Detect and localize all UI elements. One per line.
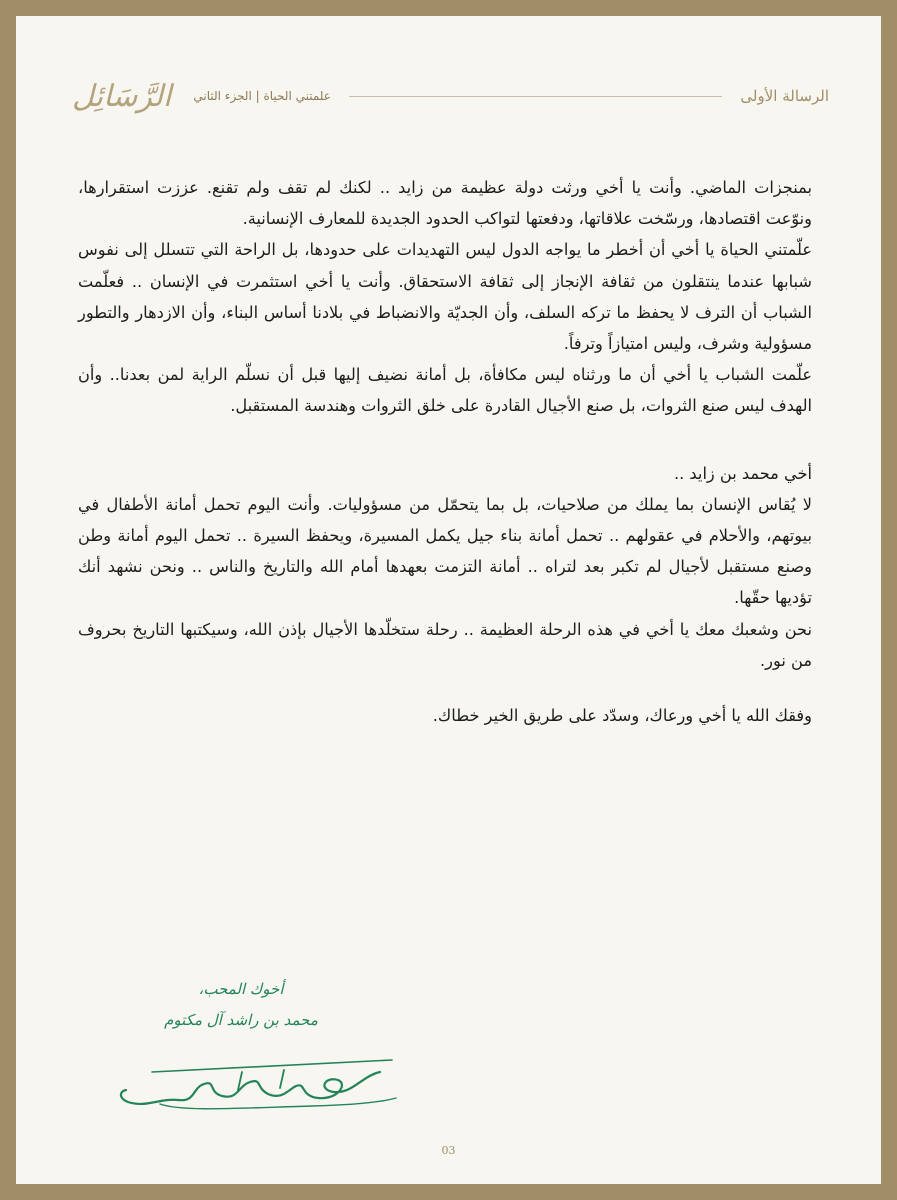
paragraph-5: نحن وشعبك معك يا أخي في هذه الرحلة العظيمة .. رحلة ستخلّدها الأجيال بإذن الله، وسيكتبها التاريخ بحروف من نور. — [78, 619, 812, 670]
paragraph-3: علّمت الشباب يا أخي أن ما ورثناه ليس مكافأة، بل أمانة نضيف إليها قبل أن نسلّم الراية لمن بعدنا.. وأن الهدف ليس صنع الثروات، بل صنع الأجيال القادرة على خلق الثروات وهندسة المستقبل. — [78, 365, 812, 416]
handwritten-signature — [112, 1042, 402, 1122]
paragraph-1: بمنجزات الماضي. وأنت يا أخي ورثت دولة عظيمة من زايد .. لكنك لم تقف ولم تقنع. عززت استقرارها، ونوّعت اقتصادها، ورسّخت علاقاتها، ودفعتها لتواكب الحدود الجديدة للمعارف الإنسانية. — [78, 178, 812, 229]
book-logo: الرَّسَائِل — [72, 78, 172, 114]
page-header — [72, 68, 829, 124]
closing-block — [141, 974, 341, 1036]
paragraph-4: لا يُقاس الإنسان بما يملك من صلاحيات، بل بما يتحمّل من مسؤوليات. وأنت اليوم تحمل أمانة الأطفال في بيوتهم، والأحلام في عقولهم .. تحمل أمانة بناء جيل يكمل المسيرة، ويحفظ السيرة .. تحمل اليوم أمانة وطن وصنع مستقبل لأجيال لم تكبر بعد لتراه .. أمانة التزمت بعهدها أمام الله والتاريخ والناس .. ونحن نشهد أنك تؤديها حقّها. — [78, 494, 812, 608]
page-number: 03 — [441, 1144, 456, 1157]
blessing-line: وفقك الله يا أخي ورعاك، وسدّد على طريق الخير خطاك. — [432, 706, 812, 726]
letter-body — [78, 172, 812, 731]
spacer — [78, 422, 812, 458]
letter-page — [16, 16, 881, 1184]
header-rule — [349, 96, 723, 97]
spacer — [78, 676, 812, 700]
paragraph-2: علّمتني الحياة يا أخي أن أخطر ما يواجه الدول ليس التهديدات على حدودها، بل الراحة التي تتسلل إلى نفوس شبابها عندما ينتقلون من ثقافة الإنجاز إلى ثقافة الاستحقاق. وأنت يا أخي استثمرت في الإنسان .. فعلّمت الشباب أن الترف لا يحفظ ما تركه السلف، وأن الجديّة والانضباط في بلادنا أساس البناء، وأن الازدهار والتطور مسؤولية وشرف، وليس امتيازاً وترفاً. — [78, 240, 812, 354]
closing-salutation: أخوك المحب، — [198, 980, 284, 998]
address-line: أخي محمد بن زايد .. — [674, 463, 812, 483]
section-title: الرسالة الأولى — [740, 87, 829, 105]
book-subtitle: علمتني الحياة | الجزء الثاني — [193, 89, 331, 103]
closing-name: محمد بن راشد آل مكتوم — [164, 1011, 318, 1029]
